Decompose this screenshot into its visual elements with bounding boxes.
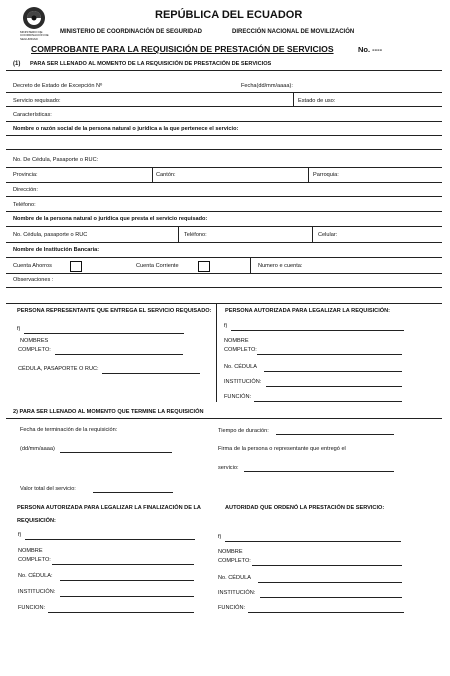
- sig1-left-cedula: CÉDULA, PASAPORTE O RUC:: [18, 366, 99, 372]
- sig2-left-title-b: REQUISICIÓN:: [17, 518, 56, 524]
- sig2-right-title: AUTORIDAD QUE ORDENÓ LA PRESTACIÓN DE SERVICIO:: [225, 505, 385, 511]
- no-cedula-label: No. Cédula, pasaporte o RUC: [13, 232, 88, 238]
- sig1-left-f: f): [17, 326, 21, 332]
- ddmm-label: (dd/mm/aaaa): [20, 446, 55, 452]
- sig1-right-title: PERSONA AUTORIZADA PARA LEGALIZAR LA REQUISICIÓN:: [225, 308, 391, 314]
- sig2-left-title-a: PERSONA AUTORIZADA PARA LEGALIZAR LA FINALIZACIÓN DE LA: [17, 505, 201, 511]
- sig1-left-completo: COMPLETO:: [18, 347, 51, 353]
- parroquia-label: Parroquia:: [313, 172, 339, 178]
- direction-name: DIRECCIÓN NACIONAL DE MOVILIZACIÓN: [232, 29, 355, 35]
- sig2-right-completo: COMPLETO:: [218, 558, 251, 564]
- form-number: No. ----: [358, 45, 383, 54]
- decreto-label: Decreto de Estado de Excepción Nº: [13, 83, 103, 89]
- sig1-right-nombre: NOMBRE: [224, 338, 249, 344]
- ministry-logo: [22, 6, 46, 30]
- sig1-right-institucion: INSTITUCIÓN:: [224, 379, 262, 385]
- logo-caption: MINISTERIO DE COORDINACIÓN DE SEGURIDAD: [20, 30, 49, 41]
- sig2-right-no-cedula: No. CÉDULA: [218, 575, 251, 581]
- sig2-left-completo: COMPLETO:: [18, 557, 51, 563]
- sig1-right-completo: COMPLETO:: [224, 347, 257, 353]
- fecha-terminacion-label: Fecha de terminación de la requisición:: [20, 427, 118, 433]
- sig1-right-funcion: FUNCIÓN:: [224, 394, 252, 400]
- servicio-firma-label: servicio:: [218, 465, 239, 471]
- ministry-name: MINISTERIO DE COORDINACIÓN DE SEGURIDAD: [60, 29, 203, 35]
- servicio-label: Servicio requisado:: [13, 98, 61, 104]
- telefono2-label: Teléfono:: [184, 232, 207, 238]
- tiempo-label: Tiempo de duración:: [218, 428, 269, 434]
- sig2-right-f: f): [218, 534, 222, 540]
- sig2-right-funcion: FUNCIÓN:: [218, 605, 246, 611]
- valor-label: Valor total del servicio:: [20, 486, 76, 492]
- corriente-checkbox[interactable]: [198, 261, 210, 272]
- sig2-left-institucion: INSTITUCIÓN:: [18, 589, 56, 595]
- provincia-label: Provincia:: [13, 172, 38, 178]
- sig1-right-f: f): [224, 323, 228, 329]
- numero-cuenta-label: Numero e cuenta:: [258, 263, 303, 269]
- observaciones-label: Observaciones :: [13, 277, 54, 283]
- cedula-ruc-label: No. De Cédula, Pasaporte o RUC:: [13, 157, 99, 163]
- firma-label: Firma de la persona o representante que entregó el: [218, 446, 346, 452]
- page-title: REPÚBLICA DEL ECUADOR: [155, 9, 303, 21]
- estado-label: Estado de uso:: [298, 98, 336, 104]
- corriente-label: Cuenta Corriente: [136, 263, 179, 269]
- sig2-right-institucion: INSTITUCIÓN:: [218, 590, 256, 596]
- sig2-left-f: f): [18, 532, 22, 538]
- telefono-label: Teléfono:: [13, 202, 36, 208]
- celular-label: Celular:: [318, 232, 338, 238]
- sig1-right-no-cedula: No. CÉDULA: [224, 364, 257, 370]
- section1-number: (1): [13, 61, 21, 67]
- section2-title: 2) PARA SER LLENADO AL MOMENTO QUE TERMINE LA REQUISICIÓN: [13, 409, 204, 415]
- banco-label: Nombre de Institución Bancaria:: [13, 247, 100, 253]
- sig1-left-title: PERSONA REPRESENTANTE QUE ENTREGA EL SERVICIO REQUISADO:: [17, 308, 212, 314]
- direccion-label: Dirección:: [13, 187, 38, 193]
- emblem-icon: [22, 6, 46, 30]
- ahorros-checkbox[interactable]: [70, 261, 82, 272]
- fecha-label: Fecha(dd/mm/aaaa):: [241, 83, 293, 89]
- sig2-right-nombre: NOMBRE: [218, 549, 243, 555]
- sig2-left-funcion: FUNCION:: [18, 605, 46, 611]
- caracteristicas-label: Características:: [13, 112, 52, 118]
- nombre-razon-label: Nombre o razón social de la persona natural o jurídica a la que pertenece el servicio:: [13, 126, 239, 132]
- sig2-left-nombre: NOMBRE: [18, 548, 43, 554]
- sig2-left-no-cedula: No. CÉDULA:: [18, 573, 53, 579]
- form-title: COMPROBANTE PARA LA REQUISICIÓN DE PRESTACIÓN DE SERVICIOS: [31, 44, 334, 54]
- section1-title: PARA SER LLENADO AL MOMENTO DE LA REQUISICIÓN DE PRESTACIÓN DE SERVICIOS: [30, 61, 272, 67]
- nombre-presta-label: Nombre de la persona natural o jurídica que presta el servicio requisado:: [13, 216, 208, 222]
- ahorros-label: Cuenta Ahorros: [13, 263, 52, 269]
- canton-label: Cantón:: [156, 172, 176, 178]
- sig1-left-nombres: NOMBRES: [20, 338, 49, 344]
